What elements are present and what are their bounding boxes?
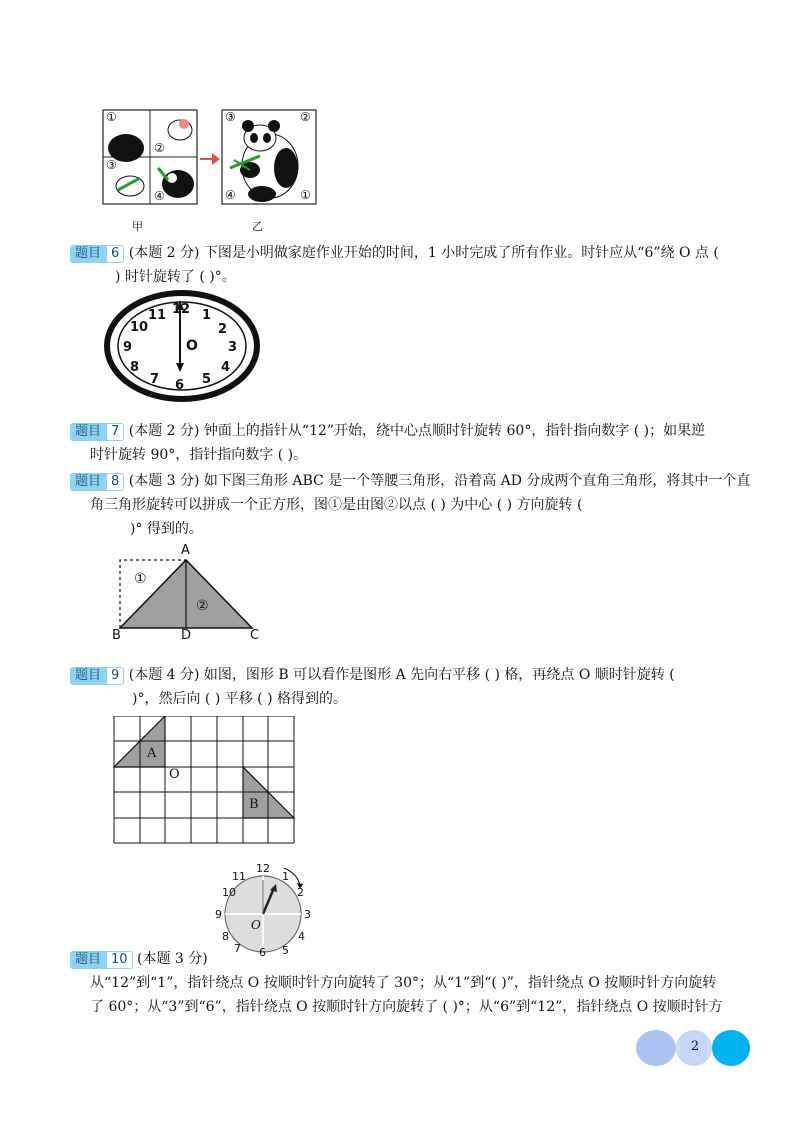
clock2-number-10: 10 [222, 886, 236, 899]
clock-number-11: 11 [148, 308, 167, 323]
clock-2-figure [212, 860, 318, 959]
question-badge: 题目 10 [70, 951, 133, 969]
clock-number-4: 4 [221, 360, 231, 375]
clock-number-7: 7 [150, 372, 160, 387]
page-decoration-circle-2 [712, 1030, 750, 1066]
triangle-figure [108, 543, 268, 643]
vertex-b-label: B [112, 628, 121, 643]
question-badge: 题目 9 [70, 667, 124, 685]
point-o-label: O [169, 767, 180, 782]
vertex-d-label: D [181, 628, 192, 643]
question-9 [70, 662, 675, 688]
question-7 [70, 418, 705, 444]
question-badge: 题目 7 [70, 423, 124, 441]
clock-number-6: 6 [175, 378, 185, 393]
question-10-line1: 从“12”到“1”，指针绕点 O 按顺时针方向旋转了 30°；从“1”到“( )”，指针绕点 O 按顺时针方向旋转 [90, 975, 717, 991]
right-label-4: ④ [225, 188, 236, 202]
clock2-number-1: 1 [282, 870, 289, 883]
clock-number-5: 5 [202, 372, 212, 387]
clock2-number-6: 6 [259, 946, 266, 959]
clock2-number-12: 12 [256, 862, 270, 875]
right-label-3: ③ [225, 110, 236, 124]
question-text: (本题 4 分) 如图，图形 B 可以看作是图形 A 先向右平移 ( ) 格，再绕点 O 顺时针旋转 ( [128, 667, 675, 683]
clock-center-label: O [186, 338, 198, 354]
quadrant-label-1: ① [106, 110, 117, 124]
region-1-label: ① [134, 571, 147, 587]
question-8 [70, 468, 750, 494]
question-6-line2: ) 时针旋转了 ( )°。 [115, 269, 236, 285]
grid-figure [113, 716, 297, 846]
region-2-label: ② [196, 598, 209, 614]
clock2-number-4: 4 [298, 930, 305, 943]
panda-puzzle-illustration [100, 108, 340, 228]
quadrant-label-2: ② [154, 141, 165, 155]
shape-a-label: A [147, 746, 157, 761]
question-badge: 题目 8 [70, 473, 124, 491]
clock2-number-3: 3 [304, 908, 311, 921]
question-8-line3: )° 得到的。 [130, 521, 203, 537]
vertex-a-label: A [181, 543, 190, 558]
question-badge: 题目 6 [70, 245, 124, 263]
clock2-number-8: 8 [222, 930, 229, 943]
question-10-line2: 了 60°；从“3”到“6”，指针绕点 O 按顺时针方向旋转了 ( )°；从“6”到“12”，指针绕点 O 按顺时针方 [90, 999, 723, 1015]
clock-number-2: 2 [218, 322, 228, 337]
question-text: (本题 2 分) 钟面上的指针从“12”开始，绕中心点顺时针旋转 60°，指针指向数字 ( )；如果逆 [128, 423, 706, 439]
clock2-number-7: 7 [234, 942, 241, 955]
caption-yi: 乙 [252, 220, 263, 233]
quadrant-label-3: ③ [106, 158, 117, 172]
clock-number-8: 8 [130, 360, 140, 375]
clock-number-9: 9 [123, 340, 133, 355]
clock-number-12: 12 [172, 302, 191, 317]
vertex-c-label: C [250, 628, 260, 643]
clock-figure [104, 290, 260, 402]
page-decoration-circle [636, 1030, 676, 1066]
clock-number-3: 3 [228, 340, 238, 355]
clock-number-10: 10 [130, 320, 149, 335]
clock2-number-5: 5 [282, 944, 289, 957]
clock2-number-2: 2 [297, 886, 304, 899]
clock2-number-11: 11 [232, 870, 246, 883]
question-6 [70, 240, 719, 266]
translation-grid [113, 716, 297, 846]
page-number: 2 [690, 1039, 700, 1054]
question-8-line2: 角三角形旋转可以拼成一个正方形，图①是由图②以点 ( ) 为中心 ( ) 方向旋转 ( [90, 497, 583, 513]
quadrant-label-4: ④ [154, 189, 165, 203]
question-text: (本题 3 分) 如下图三角形 ABC 是一个等腰三角形，沿着高 AD 分成两个直角三角形，将其中一个直 [128, 473, 751, 489]
clock2-center-label: O [251, 918, 261, 932]
shape-b-label: B [249, 797, 259, 812]
clock2-number-9: 9 [215, 908, 222, 921]
question-7-line2: 时针旋转 90°，指针指向数字 ( )。 [90, 447, 308, 463]
panda-figure [100, 108, 340, 233]
right-label-2: ② [300, 110, 311, 124]
right-label-1: ① [300, 188, 311, 202]
question-head: (本题 3 分) [137, 951, 208, 967]
question-9-line2: )°，然后向 ( ) 平移 ( ) 格得到的。 [132, 691, 348, 707]
question-text: (本题 2 分) 下图是小明做家庭作业开始的时间，1 小时完成了所有作业。时针应从“6”绕 O 点 ( [128, 245, 719, 261]
question-10 [70, 946, 208, 972]
clock-number-1: 1 [202, 308, 212, 323]
caption-jia: 甲 [132, 220, 143, 233]
